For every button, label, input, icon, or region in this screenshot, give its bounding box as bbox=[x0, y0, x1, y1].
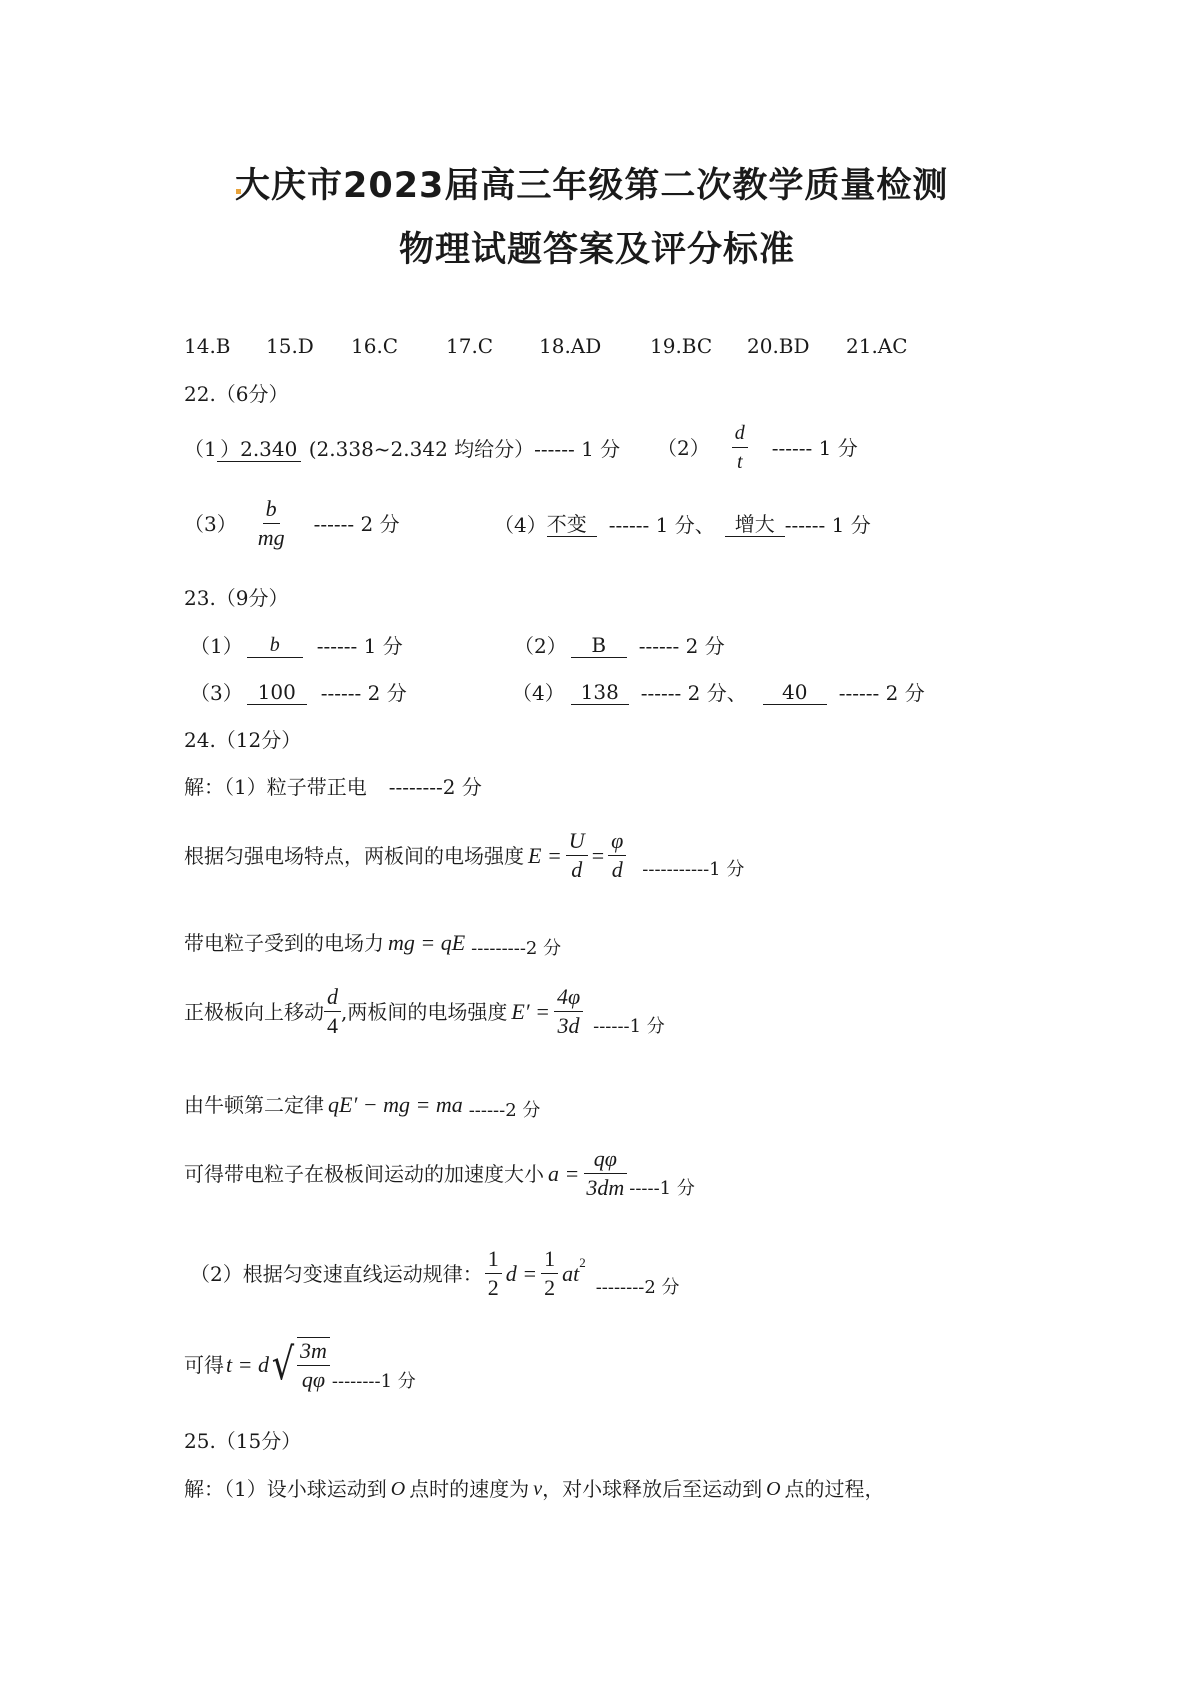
q24-s4-lhs: E′ = bbox=[511, 998, 550, 1024]
q25-heading: 25.（15分） bbox=[184, 1429, 302, 1453]
q24-step5 bbox=[184, 1087, 540, 1123]
page-subtitle: 物理试题答案及评分标准 bbox=[399, 230, 796, 270]
q24-s2-lhs: E = bbox=[528, 842, 562, 868]
q22-part1 bbox=[184, 436, 620, 462]
q24-s7-f2-den: 2 bbox=[544, 1275, 556, 1300]
q24-s6-den: 3dm bbox=[586, 1175, 625, 1200]
q23-p4-label: （4） bbox=[512, 680, 565, 705]
q23-p2-score: ------ 2 分 bbox=[638, 633, 725, 658]
q24-s3-score: ---------2 分 bbox=[471, 938, 562, 959]
q22-p2-label: （2） bbox=[657, 435, 710, 460]
q24-step3 bbox=[184, 925, 561, 961]
q22-p1-note: (2.338~2.342 均给分）------ 1 分 bbox=[308, 437, 621, 461]
q25-s1-d: 点的过程， bbox=[784, 1477, 885, 1501]
q24-heading: 24.（12分） bbox=[184, 728, 302, 752]
q24-s2-text: 根据匀强电场特点，两板间的电场强度 bbox=[184, 843, 524, 868]
choice-21: 21.AC bbox=[846, 334, 908, 358]
q22-p2-num: d bbox=[732, 420, 748, 448]
q23-p4-answer-b: 40 bbox=[763, 680, 827, 705]
q24-s7-mid: d = bbox=[505, 1260, 538, 1286]
q24-s4-fraction-2 bbox=[554, 984, 583, 1039]
q23-p3-answer: 100 bbox=[247, 680, 307, 705]
q23-p3-score: ------ 2 分 bbox=[320, 680, 407, 705]
q24-s2-f2-num: φ bbox=[608, 828, 626, 856]
q22-p2-den: t bbox=[736, 451, 743, 473]
q24-s2-fraction-1 bbox=[566, 828, 588, 883]
choice-19: 19.BC bbox=[650, 334, 713, 358]
sqrt-icon: √ bbox=[271, 1339, 295, 1390]
q23-p1-label: （1） bbox=[190, 633, 243, 658]
choice-14: 14.B bbox=[184, 334, 231, 358]
choice-20: 20.BD bbox=[747, 334, 810, 358]
q25-s1-v: v bbox=[533, 1478, 543, 1500]
q23-part3 bbox=[190, 680, 407, 705]
q24-s4-f1-num: d bbox=[324, 984, 341, 1012]
q24-s7-fraction-2 bbox=[541, 1246, 558, 1301]
q24-s2-fraction-2 bbox=[608, 828, 626, 883]
q22-p3-num: b bbox=[263, 496, 280, 524]
q24-s8-fraction bbox=[297, 1338, 330, 1393]
q24-s7-f1-den: 2 bbox=[487, 1275, 499, 1300]
q24-s8-score: --------1 分 bbox=[331, 1371, 416, 1392]
q22-p4-label: （4） bbox=[494, 512, 547, 537]
page-title: 大庆市2023届高三年级第二次教学质量检测 bbox=[235, 166, 949, 206]
q23-part1 bbox=[190, 633, 403, 658]
q24-s1-text: 解：（1）粒子带正电 bbox=[184, 775, 367, 799]
q24-s8-radicand bbox=[297, 1337, 330, 1393]
q22-p1-answer: ）2.340 bbox=[217, 437, 301, 462]
q24-s4-score: ------1 分 bbox=[593, 1015, 665, 1037]
q24-s8-den: qφ bbox=[301, 1367, 326, 1392]
q25-s1-a: 解：（1）设小球运动到 bbox=[184, 1477, 387, 1501]
q25-s1-o1: O bbox=[390, 1478, 406, 1500]
q24-s7-fraction-1 bbox=[485, 1246, 502, 1301]
q23-p4-score-b: ------ 2 分 bbox=[838, 680, 925, 705]
q24-step2 bbox=[184, 828, 744, 883]
q23-part4 bbox=[512, 680, 925, 705]
q22-p3-label: （3） bbox=[184, 511, 237, 536]
q22-p2-fraction bbox=[732, 420, 748, 475]
q24-s2-f1-den: d bbox=[571, 857, 583, 882]
q24-s4-f2-den: 3d bbox=[557, 1013, 580, 1038]
q23-heading: 23.（9分） bbox=[184, 586, 289, 610]
q24-s6-fraction bbox=[583, 1146, 627, 1201]
q24-step8 bbox=[184, 1336, 416, 1394]
q24-s8-lhs: t = d bbox=[226, 1352, 269, 1377]
q24-s2-f2-den: d bbox=[611, 857, 623, 882]
q22-part2 bbox=[657, 420, 858, 475]
q24-step4 bbox=[184, 984, 665, 1039]
q24-step1 bbox=[184, 775, 482, 799]
q24-step7 bbox=[190, 1246, 680, 1301]
q24-s6-num: qφ bbox=[584, 1146, 627, 1174]
q23-p1-answer: b bbox=[247, 633, 303, 658]
q23-p2-label: （2） bbox=[514, 633, 567, 658]
q24-s7-f1-num: 1 bbox=[485, 1246, 502, 1274]
q24-s8-text: 可得 bbox=[184, 1353, 224, 1377]
q24-s4-fraction-1 bbox=[324, 984, 341, 1039]
choice-17: 17.C bbox=[446, 334, 494, 358]
q24-s2-eq: = bbox=[591, 842, 605, 868]
q24-s5-text: 由牛顿第二定律 bbox=[184, 1093, 324, 1117]
q22-part3 bbox=[184, 496, 400, 551]
choice-18: 18.AD bbox=[539, 334, 602, 358]
q24-s7-score: --------2 分 bbox=[595, 1276, 680, 1298]
q24-step6 bbox=[184, 1146, 695, 1201]
q22-p4-answer-b: 增大 bbox=[725, 512, 785, 537]
q24-s6-lhs: a = bbox=[548, 1160, 580, 1186]
choice-15: 15.D bbox=[266, 334, 314, 358]
q24-s4-text-b: ,两板间的电场强度 bbox=[341, 999, 508, 1024]
q24-s8-num: 3m bbox=[297, 1338, 330, 1366]
q22-heading: 22.（6分） bbox=[184, 382, 289, 406]
q24-s6-score: -----1 分 bbox=[629, 1177, 695, 1199]
q24-s7-f2-num: 1 bbox=[541, 1246, 558, 1274]
q22-p3-score: ------ 2 分 bbox=[313, 511, 400, 536]
q25-step1 bbox=[184, 1477, 885, 1501]
q24-s2-score: -----------1 分 bbox=[642, 858, 745, 880]
q24-s5-eq: qE′ − mg = ma bbox=[328, 1092, 463, 1117]
q24-s3-text: 带电粒子受到的电场力 bbox=[184, 931, 384, 955]
q23-p2-answer: B bbox=[571, 633, 627, 658]
q23-p4-score-a: ------ 2 分、 bbox=[640, 680, 747, 705]
q24-s6-text: 可得带电粒子在极板间运动的加速度大小 bbox=[184, 1161, 544, 1186]
q22-p2-score: ------ 1 分 bbox=[771, 435, 858, 460]
q22-p4-score-a: ------ 1 分、 bbox=[608, 512, 715, 537]
q22-part4 bbox=[494, 512, 871, 537]
q24-s8-sqrt bbox=[269, 1337, 330, 1393]
q23-part2 bbox=[514, 633, 725, 658]
q22-p1-label: （1 bbox=[184, 437, 217, 461]
q24-s7-sup: 2 bbox=[579, 1254, 586, 1270]
q22-p3-den: mg bbox=[257, 525, 285, 550]
q24-s4-f2-num: 4φ bbox=[554, 984, 583, 1012]
choice-16: 16.C bbox=[351, 334, 399, 358]
q24-s3-eq: mg = qE bbox=[388, 930, 466, 955]
q23-p3-label: （3） bbox=[190, 680, 243, 705]
q24-s2-f1-num: U bbox=[566, 828, 588, 856]
q22-p4-score-b: ------ 1 分 bbox=[784, 512, 871, 537]
q24-s1-score: --------2 分 bbox=[388, 775, 482, 799]
q24-s4-f1-den: 4 bbox=[327, 1013, 338, 1038]
q25-s1-o2: O bbox=[766, 1478, 781, 1500]
q25-s1-c: ，对小球释放后至运动到 bbox=[542, 1477, 763, 1501]
q23-p4-answer-a: 138 bbox=[571, 680, 629, 705]
q23-p1-score: ------ 1 分 bbox=[316, 633, 403, 658]
q24-s7-tail: at bbox=[562, 1260, 580, 1286]
q22-p3-fraction bbox=[255, 496, 288, 551]
q22-p4-answer-a: 不变 bbox=[547, 512, 597, 537]
q24-s5-score: ------2 分 bbox=[468, 1100, 541, 1121]
q25-s1-b: 点时的速度为 bbox=[409, 1477, 530, 1501]
q24-s7-text: （2）根据匀变速直线运动规律： bbox=[190, 1261, 483, 1286]
q24-s4-text-a: 正极板向上移动 bbox=[184, 999, 324, 1024]
